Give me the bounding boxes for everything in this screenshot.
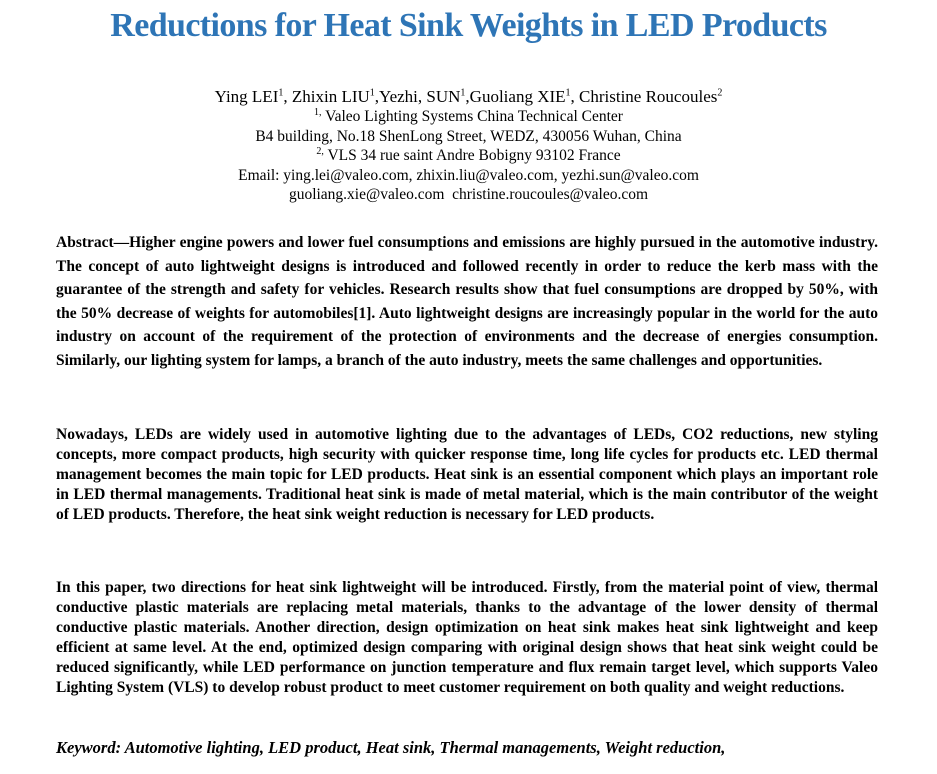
author-separator: , — [465, 87, 470, 106]
affiliation-marker: 2 — [717, 87, 723, 99]
affiliation-marker: 1 — [460, 87, 466, 99]
author-name: Yezhi, SUN — [379, 87, 461, 106]
author-separator: , — [570, 87, 580, 106]
affiliation-marker: 1 — [369, 87, 375, 99]
author-name: Christine Roucoules — [579, 87, 718, 106]
author-name: Zhixin LIU — [291, 87, 370, 106]
email-line-1: Email: ying.lei@valeo.com, zhixin.liu@valeo.com, yezhi.sun@valeo.com — [238, 166, 699, 184]
affiliation-1-marker: 1, — [314, 106, 322, 118]
affiliation-1-address: B4 building, No.18 ShenLong Street, WEDZ, 430056 Wuhan, China — [255, 127, 682, 145]
keywords: Keyword: Automotive lighting, LED product, Heat sink, Thermal managements, Weight reduction, — [56, 738, 726, 757]
affiliation-1 — [0, 107, 937, 127]
author-name: Guoliang XIE — [469, 87, 566, 106]
body-paragraph-3: In this paper, two directions for heat sink lightweight will be introduced. Firstly, from the material point of view, thermal conductive plastic materials are replacing metal materials, thanks to the advantage of the lower density of thermal conductive plastic materials. Another direction, design optimization on heat sink makes heat sink lightweight and keep efficient at same level. At the end, optimized design comparing with original design shows that heat sink weight could be reduced significantly, while LED performance on junction temperature and flux remain target level, which supports Valeo Lighting System (VLS) to develop robust product to meet customer requirement on both quality and weight reductions. — [56, 579, 878, 696]
affiliation-marker: 1 — [565, 87, 571, 99]
email-line-2: guoliang.xie@valeo.com christine.roucoules@valeo.com — [288, 186, 649, 203]
abstract: Abstract—Higher engine powers and lower fuel consumptions and emissions are highly pursued in the automotive industry. The concept of auto lightweight designs is introduced and followed recently in order to reduce the kerb mass with the guarantee of the strength and safety for vehicles. Research results show that fuel consumptions are dropped by 50%, with the 50% decrease of weights for automobiles[1]. Auto lightweight designs are increasingly popular in the world for the auto industry on account of the requirement of the protection of environments and the decrease of energies consumption. Similarly, our lighting system for lamps, a branch of the auto industry, meets the same challenges and opportunities. — [56, 234, 878, 369]
author-separator: , — [283, 87, 292, 106]
affiliation-2-marker: 2, — [316, 145, 324, 157]
author-name: Ying LEI — [214, 87, 279, 106]
affiliation-2 — [0, 146, 937, 166]
author-block — [0, 86, 937, 205]
paper-title: Reductions for Heat Sink Weights in LED Products — [110, 7, 827, 44]
body-paragraph-2: Nowadays, LEDs are widely used in automotive lighting due to the advantages of LEDs, CO2 reductions, new styling concepts, more compact products, high security with quicker response time, long life cycles for products etc. LED thermal management becomes the main topic for LED products. Heat sink is an essential component which plays an important role in LED thermal managements. Traditional heat sink is made of metal material, which is the main contributor of the weight of LED products. Therefore, the heat sink weight reduction is necessary for LED products. — [56, 426, 878, 523]
author-separator: , — [374, 87, 380, 106]
author-list — [0, 86, 937, 107]
affiliation-2-address: VLS 34 rue saint Andre Bobigny 93102 France — [323, 147, 621, 164]
affiliation-1-name: Valeo Lighting Systems China Technical Center — [321, 108, 623, 125]
affiliation-marker: 1 — [278, 87, 284, 99]
